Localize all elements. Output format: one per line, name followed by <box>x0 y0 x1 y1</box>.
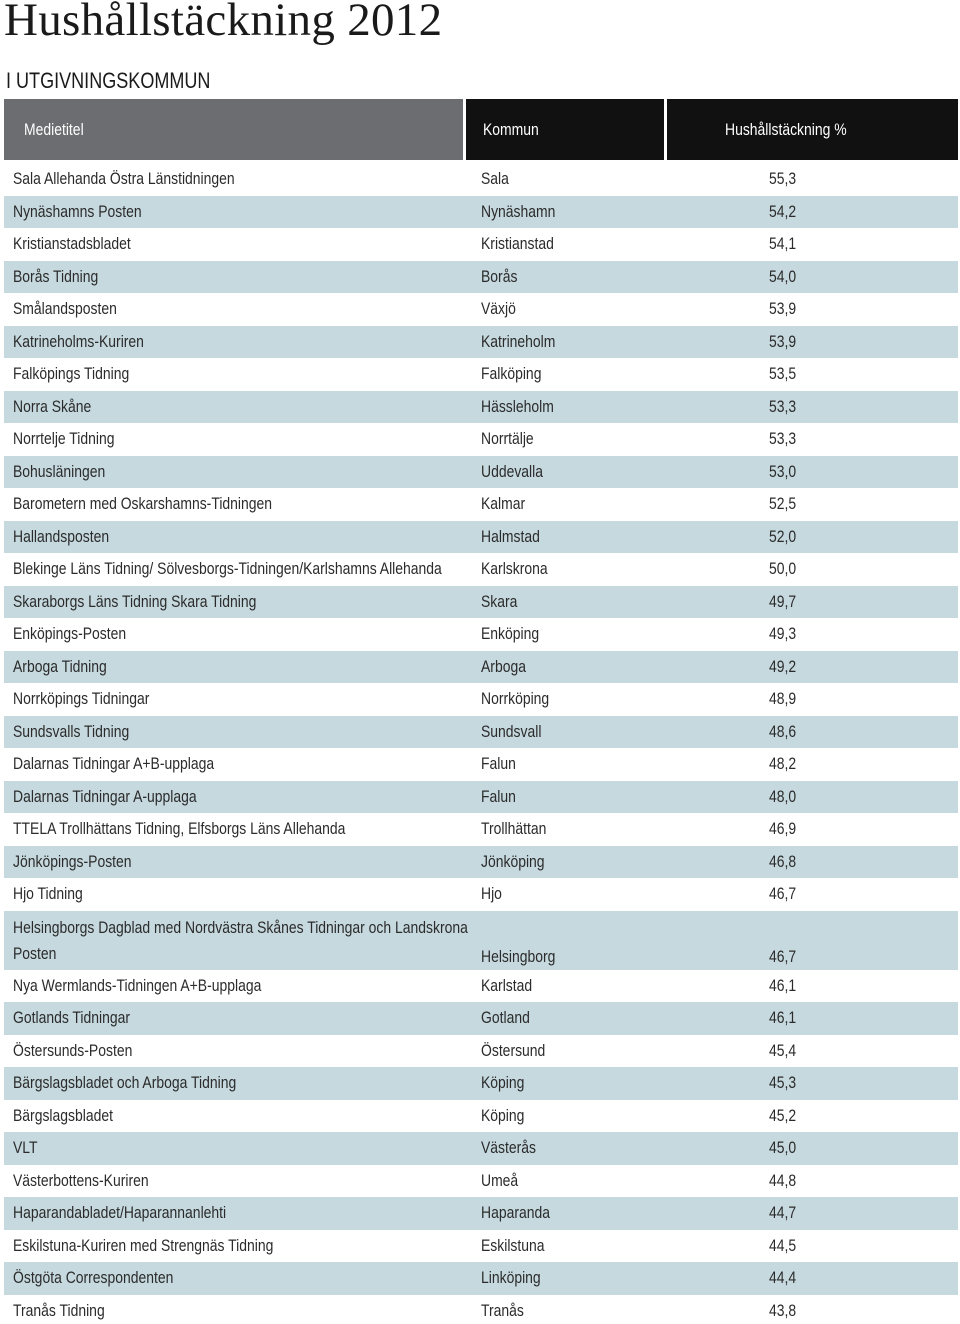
cell-kommun: Falköping <box>481 364 542 384</box>
table-body <box>4 163 958 1324</box>
cell-kommun: Karlstad <box>481 975 533 995</box>
cell-hushallstackning: 52,5 <box>769 494 797 514</box>
table-row <box>4 1262 958 1295</box>
cell-medietitel: Blekinge Läns Tidning/ Sölvesborgs-Tidningen/Karlshamns Allehanda <box>13 559 442 579</box>
cell-hushallstackning: 44,7 <box>769 1203 797 1223</box>
cell-medietitel: Dalarnas Tidningar A+B-upplaga <box>13 754 215 774</box>
cell-kommun: Hässleholm <box>481 396 554 416</box>
cell-medietitel: Smålandsposten <box>13 299 117 319</box>
header-hushallstackning: Hushållstäckning % <box>667 99 958 160</box>
cell-kommun: Trollhättan <box>481 819 547 839</box>
cell-hushallstackning: 45,2 <box>769 1105 797 1125</box>
table-row <box>4 553 958 586</box>
cell-hushallstackning: 46,9 <box>769 819 797 839</box>
table-row <box>4 846 958 879</box>
cell-medietitel: VLT <box>13 1138 38 1158</box>
cell-medietitel: Tranås Tidning <box>13 1300 105 1320</box>
cell-kommun: Uddevalla <box>481 461 543 481</box>
cell-hushallstackning: 45,3 <box>769 1073 797 1093</box>
page-title: Hushållstäckning 2012 <box>4 0 443 46</box>
table-row <box>4 326 958 359</box>
coverage-table <box>4 99 958 1324</box>
cell-kommun: Karlskrona <box>481 559 548 579</box>
cell-kommun: Norrtälje <box>481 429 534 449</box>
cell-kommun: Jönköping <box>481 851 545 871</box>
cell-hushallstackning: 44,5 <box>769 1235 797 1255</box>
table-row <box>4 716 958 749</box>
table-row <box>4 391 958 424</box>
table-row <box>4 1132 958 1165</box>
cell-medietitel: Dalarnas Tidningar A-upplaga <box>13 786 197 806</box>
cell-medietitel: Jönköpings-Posten <box>13 851 132 871</box>
table-row <box>4 293 958 326</box>
cell-medietitel: Skaraborgs Läns Tidning Skara Tidning <box>13 591 257 611</box>
cell-kommun: Hjo <box>481 884 502 904</box>
cell-medietitel: Barometern med Oskarshamns-Tidningen <box>13 494 273 514</box>
cell-kommun: Linköping <box>481 1268 541 1288</box>
cell-kommun: Kristianstad <box>481 234 554 254</box>
cell-hushallstackning: 45,0 <box>769 1138 797 1158</box>
table-row <box>4 1002 958 1035</box>
table-row <box>4 911 958 970</box>
table-row <box>4 163 958 196</box>
table-row <box>4 261 958 294</box>
cell-hushallstackning: 53,3 <box>769 429 797 449</box>
table-row <box>4 683 958 716</box>
cell-hushallstackning: 46,7 <box>769 946 797 966</box>
cell-medietitel: Bärgslagsbladet och Arboga Tidning <box>13 1073 237 1093</box>
cell-medietitel: Katrineholms-Kuriren <box>13 331 144 351</box>
cell-hushallstackning: 53,3 <box>769 396 797 416</box>
cell-medietitel: Sala Allehanda Östra Länstidningen <box>13 169 235 189</box>
cell-kommun: Eskilstuna <box>481 1235 545 1255</box>
cell-medietitel: Norrtelje Tidning <box>13 429 115 449</box>
cell-hushallstackning: 46,1 <box>769 975 797 995</box>
table-row <box>4 1197 958 1230</box>
cell-medietitel: Bärgslagsbladet <box>13 1105 113 1125</box>
table-row <box>4 196 958 229</box>
cell-hushallstackning: 48,2 <box>769 754 797 774</box>
table-row <box>4 228 958 261</box>
table-row <box>4 1035 958 1068</box>
table-row <box>4 358 958 391</box>
table-row <box>4 1165 958 1198</box>
cell-hushallstackning: 55,3 <box>769 169 797 189</box>
cell-medietitel: Östgöta Correspondenten <box>13 1268 174 1288</box>
cell-kommun: Falun <box>481 786 516 806</box>
table-row <box>4 651 958 684</box>
table-row <box>4 970 958 1003</box>
cell-medietitel: Eskilstuna-Kuriren med Strengnäs Tidning <box>13 1235 274 1255</box>
cell-kommun: Norrköping <box>481 689 550 709</box>
cell-medietitel: Gotlands Tidningar <box>13 1008 131 1028</box>
cell-kommun: Växjö <box>481 299 516 319</box>
table-header <box>4 99 958 160</box>
cell-hushallstackning: 49,7 <box>769 591 797 611</box>
cell-medietitel: Borås Tidning <box>13 266 99 286</box>
cell-kommun: Umeå <box>481 1170 519 1190</box>
cell-medietitel: TTELA Trollhättans Tidning, Elfsborgs Läns Allehanda <box>13 819 346 839</box>
cell-kommun: Västerås <box>481 1138 537 1158</box>
cell-kommun: Kalmar <box>481 494 526 514</box>
cell-kommun: Arboga <box>481 656 526 676</box>
cell-medietitel: Västerbottens-Kuriren <box>13 1170 149 1190</box>
cell-hushallstackning: 48,0 <box>769 786 797 806</box>
cell-hushallstackning: 54,0 <box>769 266 797 286</box>
cell-kommun: Falun <box>481 754 516 774</box>
table-row <box>4 618 958 651</box>
table-row <box>4 456 958 489</box>
cell-hushallstackning: 53,9 <box>769 299 797 319</box>
cell-kommun: Sundsvall <box>481 721 542 741</box>
cell-kommun: Köping <box>481 1105 525 1125</box>
cell-medietitel: Kristianstadsbladet <box>13 234 131 254</box>
table-row <box>4 488 958 521</box>
cell-hushallstackning: 54,2 <box>769 201 797 221</box>
cell-medietitel: Falköpings Tidning <box>13 364 130 384</box>
cell-medietitel: Östersunds-Posten <box>13 1040 133 1060</box>
table-row <box>4 1100 958 1133</box>
cell-kommun: Nynäshamn <box>481 201 556 221</box>
cell-hushallstackning: 49,2 <box>769 656 797 676</box>
cell-kommun: Borås <box>481 266 518 286</box>
header-kommun: Kommun <box>466 99 664 160</box>
cell-kommun: Helsingborg <box>481 946 556 966</box>
table-row <box>4 813 958 846</box>
table-row <box>4 748 958 781</box>
cell-hushallstackning: 46,8 <box>769 851 797 871</box>
cell-kommun: Tranås <box>481 1300 524 1320</box>
table-row <box>4 781 958 814</box>
cell-hushallstackning: 46,1 <box>769 1008 797 1028</box>
cell-hushallstackning: 53,5 <box>769 364 797 384</box>
cell-hushallstackning: 54,1 <box>769 234 797 254</box>
cell-hushallstackning: 44,4 <box>769 1268 797 1288</box>
cell-medietitel: Haparandabladet/Haparannanlehti <box>13 1203 227 1223</box>
cell-hushallstackning: 44,8 <box>769 1170 797 1190</box>
table-row <box>4 1230 958 1263</box>
table-row <box>4 1067 958 1100</box>
page-subtitle: I UTGIVNINGSKOMMUN <box>6 68 211 93</box>
table-row <box>4 423 958 456</box>
cell-kommun: Köping <box>481 1073 525 1093</box>
cell-kommun: Skara <box>481 591 518 611</box>
cell-medietitel: Hjo Tidning <box>13 884 83 904</box>
cell-medietitel: Nynäshamns Posten <box>13 201 142 221</box>
cell-kommun: Halmstad <box>481 526 540 546</box>
cell-kommun: Sala <box>481 169 509 189</box>
cell-hushallstackning: 49,3 <box>769 624 797 644</box>
cell-kommun: Katrineholm <box>481 331 556 351</box>
cell-hushallstackning: 53,0 <box>769 461 797 481</box>
cell-medietitel: Helsingborgs Dagblad med Nordvästra Skånes Tidningar och Landskrona Posten <box>13 917 468 963</box>
cell-medietitel: Enköpings-Posten <box>13 624 127 644</box>
header-medietitel: Medietitel <box>4 99 463 160</box>
cell-medietitel: Norra Skåne <box>13 396 92 416</box>
cell-medietitel: Sundsvalls Tidning <box>13 721 130 741</box>
table-row <box>4 878 958 911</box>
table-row <box>4 521 958 554</box>
table-row <box>4 586 958 619</box>
cell-medietitel: Bohusläningen <box>13 461 106 481</box>
cell-hushallstackning: 50,0 <box>769 559 797 579</box>
cell-kommun: Enköping <box>481 624 540 644</box>
cell-kommun: Gotland <box>481 1008 530 1028</box>
cell-medietitel: Arboga Tidning <box>13 656 107 676</box>
table-row <box>4 1295 958 1324</box>
cell-hushallstackning: 48,6 <box>769 721 797 741</box>
cell-hushallstackning: 48,9 <box>769 689 797 709</box>
cell-medietitel: Norrköpings Tidningar <box>13 689 150 709</box>
cell-kommun: Östersund <box>481 1040 546 1060</box>
cell-medietitel: Hallandsposten <box>13 526 110 546</box>
cell-hushallstackning: 43,8 <box>769 1300 797 1320</box>
cell-kommun: Haparanda <box>481 1203 550 1223</box>
cell-hushallstackning: 52,0 <box>769 526 797 546</box>
cell-hushallstackning: 53,9 <box>769 331 797 351</box>
cell-hushallstackning: 45,4 <box>769 1040 797 1060</box>
cell-hushallstackning: 46,7 <box>769 884 797 904</box>
cell-medietitel: Nya Wermlands-Tidningen A+B-upplaga <box>13 975 262 995</box>
